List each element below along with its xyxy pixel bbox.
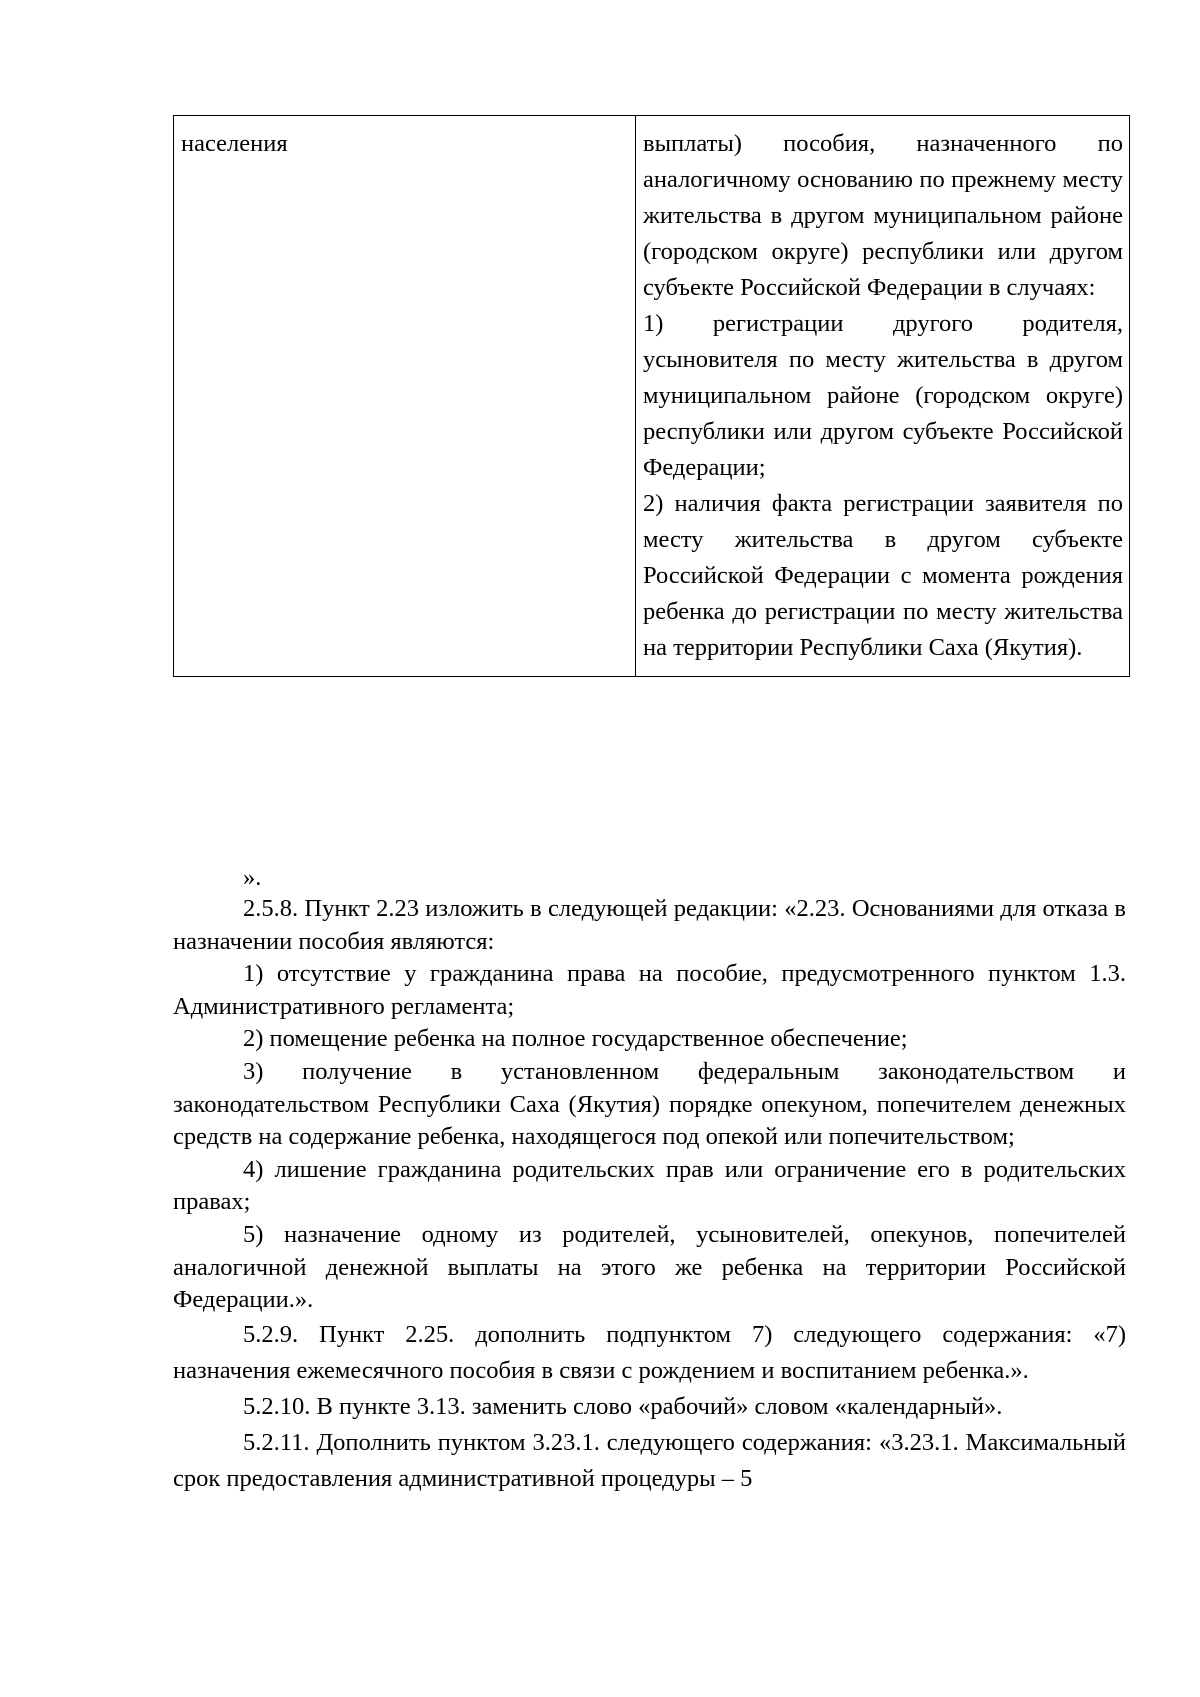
- paragraph: 3) получение в установленном федеральным законодательством и законодательством Республики Саха (Якутия) порядке опекуном, попечителем денежных средств на содержание ребенка, находящегося под опекой или попечительством;: [173, 1057, 1126, 1151]
- cell-paragraph: 1) регистрации другого родителя, усыновителя по месту жительства в другом муниципальном районе (городском округе) республики или другом субъекте Российской Федерации;: [643, 310, 1123, 481]
- table-cell-left: [174, 116, 636, 677]
- paragraph: 5.2.9. Пункт 2.25. дополнить подпунктом 7) следующего содержания: «7) назначения ежемесячного пособия в связи с рождением и воспитанием ребенка.».: [173, 1320, 1126, 1384]
- paragraph: 1) отсутствие у гражданина права на пособие, предусмотренного пунктом 1.3. Административного регламента;: [173, 960, 1126, 1020]
- paragraph: 5.2.10. В пункте 3.13. заменить слово «рабочий» словом «календарный».: [243, 1392, 1003, 1420]
- table-row: [174, 116, 1130, 677]
- paragraph: 5.2.11. Дополнить пунктом 3.23.1. следующего содержания: «3.23.1. Максимальный срок предоставления административной процедуры – 5: [173, 1428, 1126, 1492]
- cell-paragraph: 2) наличия факта регистрации заявителя по месту жительства в другом субъекте Российской Федерации с момента рождения ребенка до регистрации по месту жительства на территории Республики Саха (Якутия).: [643, 490, 1123, 661]
- regulation-table: [173, 115, 1130, 677]
- table-cell-right: [636, 116, 1130, 677]
- paragraph: 2.5.8. Пункт 2.23 изложить в следующей редакции: «2.23. Основаниями для отказа в назначении пособия являются:: [173, 895, 1126, 955]
- paragraph: 2) помещение ребенка на полное государственное обеспечение;: [243, 1025, 908, 1053]
- cell-paragraph: выплаты) пособия, назначенного по аналогичному основанию по прежнему месту жительства в другом муниципальном районе (городском округе) республики или другом субъекте Российской Федерации в случаях:: [643, 130, 1123, 301]
- paragraph: 5) назначение одному из родителей, усыновителей, опекунов, попечителей аналогичной денежной выплаты на этого же ребенка на территории Российской Федерации.».: [173, 1220, 1126, 1314]
- closing-quote-mark: ».: [243, 864, 262, 891]
- document-body: [173, 893, 1126, 1497]
- paragraph: 4) лишение гражданина родительских прав или ограничение его в родительских правах;: [173, 1155, 1126, 1216]
- cell-text: населения: [181, 130, 288, 157]
